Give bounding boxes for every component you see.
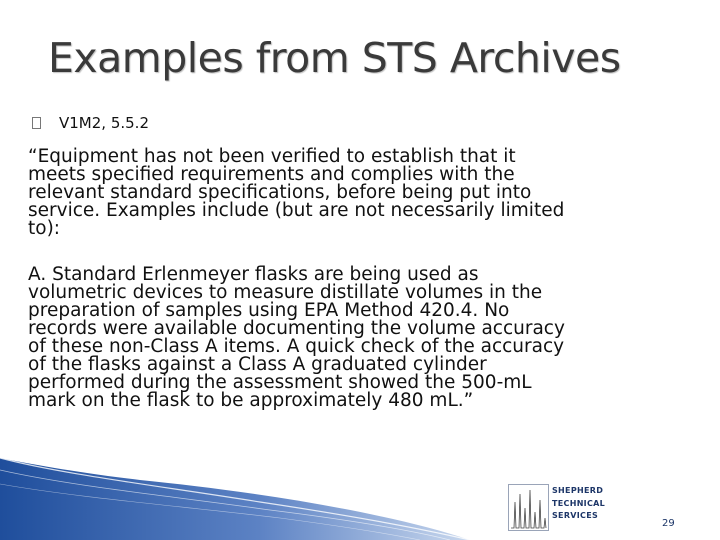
quote-paragraph-2: A. Standard Erlenmeyer flasks are being used as volumetric devices to measure distillate volumes in the preparation of samples using EPA Method 420.4. No records were available documenting the volume accuracy of these non-Class A items. A quick check of the accuracy of the flasks against a Class A graduated cylinder performed during the assessment showed the 500-mL mark on the flask to be approximately 480 mL.” bbox=[28, 264, 565, 411]
quote-paragraph-1: “Equipment has not been verified to establish that it meets specified requirements and complies with the relevant standard specifications, before being put into service. Examples include (but are not necessarily limited to): bbox=[28, 146, 565, 239]
chromatogram-logo-icon bbox=[508, 482, 552, 534]
page-number: 29 bbox=[662, 518, 675, 529]
logo-text: SHEPHERD TECHNICAL SERVICES bbox=[552, 486, 606, 520]
shepherd-technical-services-logo bbox=[508, 482, 620, 534]
bullet-item bbox=[32, 114, 149, 132]
slide-title: Examples from STS Archives bbox=[48, 34, 621, 82]
bullet-box-icon bbox=[32, 117, 41, 129]
bullet-text: V1M2, 5.5.2 bbox=[59, 114, 149, 132]
